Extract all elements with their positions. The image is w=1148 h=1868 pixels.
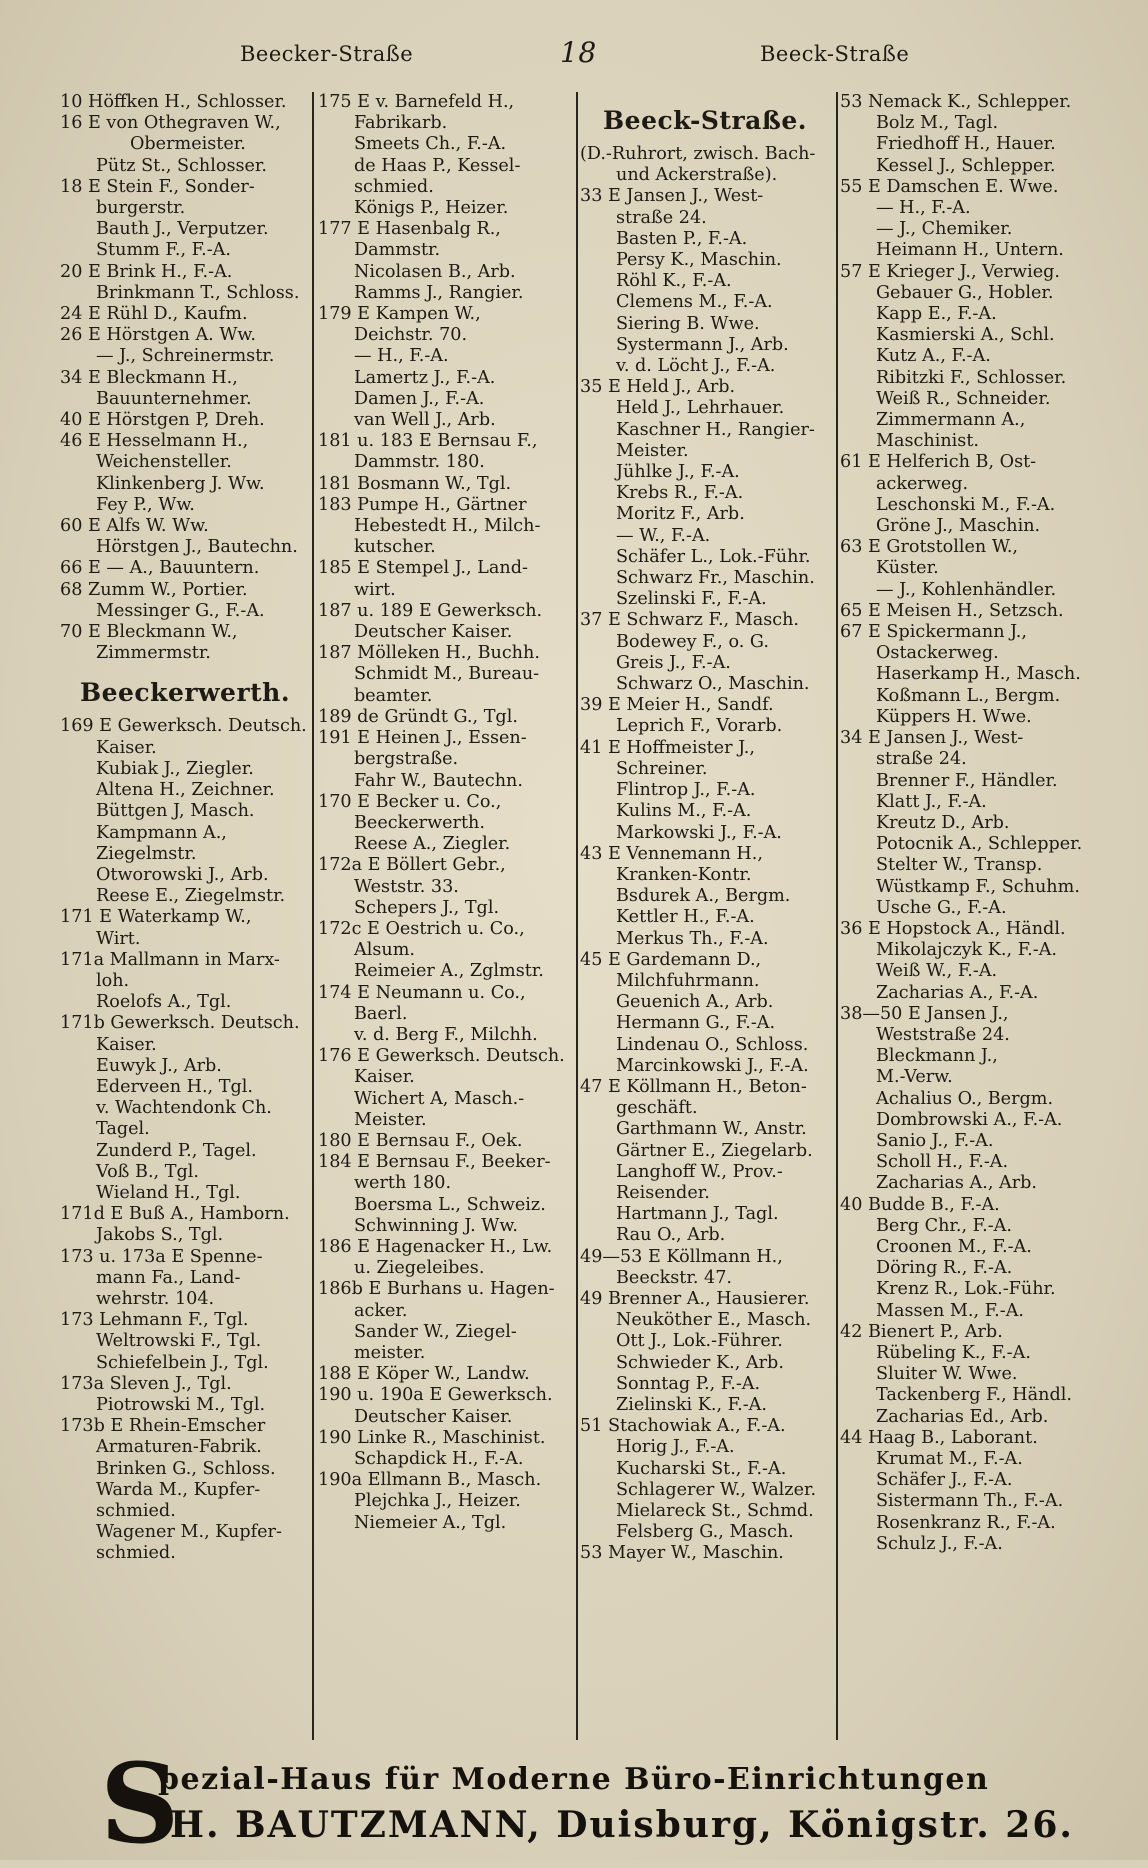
directory-entry: meister. [354, 1342, 426, 1363]
directory-entry: Klinkenberg J. Ww. [96, 473, 265, 494]
directory-entry: Tackenberg F., Händl. [876, 1385, 1072, 1406]
directory-entry: Lamertz J., F.-A. [354, 367, 496, 388]
directory-entry: Armaturen-Fabrik. [96, 1437, 262, 1458]
directory-entry: Szelinski F., F.-A. [616, 589, 767, 610]
directory-entry: Bauth J., Verputzer. [96, 219, 269, 240]
directory-entry: Kaiser. [96, 1034, 157, 1055]
directory-entry: Plejchka J., Heizer. [354, 1491, 521, 1512]
directory-entry: 60 E Alfs W. Ww. [60, 516, 209, 537]
directory-entry: 171 E Waterkamp W., [60, 907, 252, 928]
directory-entry: 43 E Vennemann H., [580, 843, 763, 864]
directory-entry: 171a Mallmann in Marx- [60, 949, 280, 970]
directory-entry: Fabrikarb. [354, 113, 448, 134]
directory-entry: u. Ziegeleibes. [354, 1258, 485, 1279]
directory-entry: und Ackerstraße). [616, 165, 778, 186]
directory-entry: Zielinski K., F.-A. [616, 1394, 767, 1415]
directory-entry: Dombrowski A., F.-A. [876, 1109, 1063, 1130]
directory-entry: 37 E Schwarz F., Masch. [580, 610, 800, 631]
directory-entry: 180 E Bernsau F., Oek. [318, 1130, 523, 1151]
directory-entry: Ederveen H., Tgl. [96, 1076, 253, 1097]
directory-entry: Weiß W., F.-A. [876, 961, 998, 982]
directory-entry: Boersma L., Schweiz. [354, 1194, 546, 1215]
directory-entry: Garthmann W., Anstr. [616, 1119, 807, 1140]
directory-entry: 67 E Spickermann J., [840, 622, 1027, 643]
directory-entry: Sluiter W. Wwe. [876, 1364, 1018, 1385]
directory-entry: Neuköther E., Masch. [616, 1310, 812, 1331]
directory-entry: Weststr. 33. [354, 876, 459, 897]
directory-entry: Lindenau O., Schloss. [616, 1034, 809, 1055]
directory-entry: Schmidt M., Bureau- [354, 664, 540, 685]
directory-entry: Hebestedt H., Milch- [354, 516, 541, 537]
directory-entry: 70 E Bleckmann W., [60, 622, 238, 643]
directory-entry: Geuenich A., Arb. [616, 992, 774, 1013]
directory-entry: 191 E Heinen J., Essen- [318, 728, 527, 749]
directory-entry: Sistermann Th., F.-A. [876, 1491, 1064, 1512]
directory-entry: Schepers J., Tgl. [354, 897, 500, 918]
directory-entry: 45 E Gardemann D., [580, 949, 762, 970]
directory-entry: Sanio J., F.-A. [876, 1130, 994, 1151]
directory-entry: 40 E Hörstgen P, Dreh. [60, 410, 265, 431]
directory-entry: 10 Höffken H., Schlosser. [60, 92, 287, 112]
directory-entry: Nicolasen B., Arb. [354, 261, 516, 282]
directory-entry: Reimeier A., Zglmstr. [354, 961, 544, 982]
directory-entry: Schwieder K., Arb. [616, 1352, 784, 1373]
directory-entry: Croonen M., F.-A. [876, 1236, 1032, 1257]
directory-entry: Bsdurek A., Bergm. [616, 886, 791, 907]
directory-entry: 53 Mayer W., Maschin. [580, 1543, 784, 1564]
directory-entry: Küppers H. Wwe. [876, 706, 1032, 727]
directory-entry: Smeets Ch., F.-A. [354, 134, 507, 155]
directory-entry: Mielareck St., Schmd. [616, 1501, 814, 1521]
directory-entry: 190 Linke R., Maschinist. [318, 1427, 546, 1448]
directory-entry: Küster. [876, 558, 939, 579]
directory-entry: Potocnik A., Schlepper. [876, 834, 1083, 855]
directory-entry: Sander W., Ziegel- [354, 1321, 517, 1342]
directory-entry: Ostackerweg. [876, 643, 999, 664]
directory-entry: Zimmermstr. [96, 643, 211, 664]
directory-entry: Baerl. [354, 1003, 408, 1024]
directory-entry: Zunderd P., Tagel. [96, 1140, 257, 1161]
section-heading: Beeck-Straße. [603, 106, 807, 135]
directory-entry: Schwinning J. Ww. [354, 1215, 518, 1236]
directory-entry: 177 E Hasenbalg R., [318, 219, 501, 240]
directory-entry: Scholl H., F.-A. [876, 1152, 1009, 1173]
directory-entry: Warda M., Kupfer- [96, 1479, 261, 1500]
directory-entry: Stelter W., Transp. [876, 855, 1043, 876]
directory-entry: Brinkmann T., Schloss. [96, 282, 300, 303]
directory-entry: — J., Schreinermstr. [96, 346, 275, 367]
directory-entry: 190 u. 190a E Gewerksch. [318, 1385, 553, 1406]
directory-entry: Brinken G., Schloss. [96, 1458, 276, 1479]
directory-entry: Heimann H., Untern. [876, 240, 1064, 261]
directory-entry: Milchfuhrmann. [616, 970, 760, 991]
directory-entry: Tagel. [96, 1119, 150, 1140]
directory-entry: 44 Haag B., Laborant. [840, 1427, 1038, 1448]
directory-entry: Gebauer G., Hobler. [876, 282, 1054, 303]
directory-entry: kutscher. [354, 537, 436, 558]
directory-entry: Kapp E., F.-A. [876, 304, 997, 325]
directory-entry: Kranken-Kontr. [616, 864, 752, 885]
directory-entry: 183 Pumpe H., Gärtner [318, 494, 527, 515]
directory-entry: Sonntag P., F.-A. [616, 1373, 761, 1394]
directory-entry: Markowski J., F.-A. [616, 822, 782, 843]
directory-entry: Langhoff W., Prov.- [616, 1161, 783, 1182]
directory-entry: Beeckerwerth. [354, 812, 485, 833]
directory-entry: 172a E Böllert Gebr., [318, 855, 506, 876]
directory-entry: 184 E Bernsau F., Beeker- [318, 1152, 551, 1173]
directory-entry: Königs P., Heizer. [354, 198, 509, 219]
directory-entry: straße 24. [616, 207, 707, 228]
directory-entry: 176 E Gewerksch. Deutsch. [318, 1046, 565, 1067]
directory-entry: werth 180. [354, 1173, 452, 1194]
directory-entry: Dammstr. [354, 240, 441, 261]
section-heading: Beeckerwerth. [79, 678, 291, 708]
directory-entry: 181 u. 183 E Bernsau F., [318, 431, 538, 452]
column-3 [580, 92, 830, 1732]
directory-entry: Reese A., Ziegler. [354, 834, 511, 855]
directory-entry: Kasmierski A., Schl. [876, 325, 1055, 346]
directory-entry: Ramms J., Rangier. [354, 282, 524, 303]
directory-entry: 66 E — A., Bauuntern. [60, 558, 260, 579]
directory-entry: 36 E Hopstock A., Händl. [840, 918, 1066, 939]
directory-entry: Systermann J., Arb. [616, 334, 789, 355]
directory-entry: 34 E Bleckmann H., [60, 367, 238, 388]
directory-entry: Deichstr. 70. [354, 325, 468, 346]
directory-entry: 49 Brenner A., Hausierer. [580, 1288, 810, 1309]
ad-line-1: pezial-Haus für Moderne Büro-Einrichtungen [158, 1762, 990, 1797]
directory-entry: 42 Bienert P., Arb. [840, 1321, 1003, 1342]
directory-entry: Meister. [616, 440, 689, 461]
directory-entry: 55 E Damschen E. Wwe. [840, 176, 1059, 197]
directory-entry: 63 E Grotstollen W., [840, 537, 1019, 558]
directory-entry: Leschonski M., F.-A. [876, 494, 1056, 515]
directory-entry: Kettler H., F.-A. [616, 907, 755, 928]
directory-entry: Ziegelmstr. [96, 843, 197, 864]
directory-entry: straße 24. [876, 749, 967, 770]
directory-entry: Fahr W., Bautechn. [354, 770, 523, 791]
column-divider [312, 92, 314, 1740]
directory-entry: Kaiser. [354, 1067, 415, 1088]
directory-entry: Krumat M., F.-A. [876, 1449, 1023, 1469]
directory-entry: 173a Sleven J., Tgl. [60, 1373, 232, 1394]
directory-entry: Altena H., Zeichner. [96, 780, 275, 801]
directory-entry: 189 de Gründt G., Tgl. [318, 706, 518, 727]
directory-entry: Wichert A, Masch.- [354, 1088, 525, 1109]
directory-entry: Krenz R., Lok.-Führ. [876, 1279, 1056, 1300]
directory-entry: 68 Zumm W., Portier. [60, 579, 248, 600]
directory-entry: 169 E Gewerksch. Deutsch. [60, 716, 307, 737]
directory-entry: Usche G., F.-A. [876, 897, 1007, 918]
directory-entry: — J., Chemiker. [876, 219, 1013, 240]
directory-entry: Rau O., Arb. [616, 1225, 726, 1246]
directory-entry: Schäfer L., Lok.-Führ. [616, 546, 811, 567]
directory-entry: 39 E Meier H., Sandf. [580, 695, 774, 716]
directory-entry: Maschinist. [876, 431, 979, 452]
directory-entry: (D.-Ruhrort, zwisch. Bach- [580, 144, 816, 164]
directory-entry: 40 Budde B., F.-A. [840, 1194, 1000, 1215]
directory-entry: Weltrowski F., Tgl. [96, 1331, 262, 1352]
directory-entry: Held J., Lehrhauer. [616, 398, 785, 419]
directory-entry: Schulz J., F.-A. [876, 1533, 1003, 1554]
directory-entry: 186b E Burhans u. Hagen- [318, 1279, 555, 1300]
directory-entry: 173 Lehmann F., Tgl. [60, 1310, 249, 1331]
page-number: 18 [560, 36, 597, 69]
directory-entry: Stumm F., F.-A. [96, 240, 231, 261]
directory-entry: 172c E Oestrich u. Co., [318, 918, 525, 939]
directory-entry: Gärtner E., Ziegelarb. [616, 1140, 813, 1161]
directory-entry: Ribitzki F., Schlosser. [876, 367, 1067, 388]
directory-entry: 187 u. 189 E Gewerksch. [318, 600, 543, 621]
directory-entry: Leprich F., Vorarb. [616, 716, 783, 737]
directory-entry: Weststraße 24. [876, 1024, 1010, 1045]
directory-entry: Schäfer J., F.-A. [876, 1470, 1013, 1491]
directory-entry: 173b E Rhein-Emscher [60, 1416, 266, 1437]
directory-entry: Bolz M., Tagl. [876, 113, 999, 134]
directory-entry: Wieland H., Tgl. [96, 1182, 241, 1203]
directory-entry: Zacharias Ed., Arb. [876, 1406, 1049, 1427]
directory-entry: Beeckstr. 47. [616, 1267, 733, 1288]
directory-entry: Obermeister. [130, 134, 246, 155]
directory-entry: 187 Mölleken H., Buchh. [318, 643, 540, 664]
directory-entry: 34 E Jansen J., West- [840, 728, 1024, 749]
directory-entry: 175 E v. Barnefeld H., [318, 92, 515, 112]
directory-entry: Kucharski St., F.-A. [616, 1458, 787, 1479]
directory-entry: Röhl K., F.-A. [616, 271, 732, 292]
directory-entry: Schwarz Fr., Maschin. [616, 568, 815, 589]
directory-entry: 171b Gewerksch. Deutsch. [60, 1013, 300, 1034]
directory-entry: Jühlke J., F.-A. [616, 462, 740, 483]
directory-entry: 46 E Hesselmann H., [60, 431, 249, 452]
directory-entry: schmied. [96, 1501, 176, 1521]
directory-entry: Persy K., Maschin. [616, 250, 782, 271]
directory-entry: 41 E Hoffmeister J., [580, 737, 755, 758]
directory-entry: Reese E., Ziegelmstr. [96, 886, 286, 907]
directory-entry: 18 E Stein F., Sonder- [60, 176, 255, 197]
directory-entry: Rosenkranz R., F.-A. [876, 1512, 1056, 1533]
directory-entry: Alsum. [354, 940, 415, 961]
directory-entry: Gröne J., Maschin. [876, 516, 1041, 537]
directory-entry: v. d. Berg F., Milchh. [354, 1024, 538, 1045]
directory-entry: Schreiner. [616, 758, 708, 779]
directory-entry: Schiefelbein J., Tgl. [96, 1352, 269, 1373]
directory-entry: Bauunternehmer. [96, 388, 252, 409]
directory-entry: 51 Stachowiak A., F.-A. [580, 1416, 786, 1437]
directory-entry: Greis J., F.-A. [616, 652, 731, 673]
directory-entry: 61 E Helferich B, Ost- [840, 452, 1037, 473]
directory-entry: burgerstr. [96, 198, 186, 219]
directory-entry: 35 E Held J., Arb. [580, 377, 736, 398]
directory-entry: — W., F.-A. [616, 525, 711, 546]
directory-entry: Achalius O., Bergm. [876, 1088, 1054, 1109]
directory-entry: 174 E Neumann u. Co., [318, 982, 526, 1003]
directory-entry: Meister. [354, 1109, 427, 1130]
directory-entry: Zacharias A., Arb. [876, 1173, 1037, 1194]
directory-entry: Massen M., F.-A. [876, 1300, 1024, 1321]
directory-entry: Wüstkamp F., Schuhm. [876, 876, 1080, 897]
header-right-street: Beeck-Straße [760, 42, 910, 66]
directory-entry: Voß B., Tgl. [96, 1161, 199, 1182]
directory-entry: Ott J., Lok.-Führer. [616, 1331, 783, 1352]
directory-entry: wehrstr. 104. [96, 1288, 215, 1309]
directory-entry: 188 E Köper W., Landw. [318, 1364, 530, 1385]
directory-entry: ackerweg. [876, 473, 969, 494]
directory-entry: Kaiser. [96, 737, 157, 758]
directory-entry: Rübeling K., F.-A. [876, 1342, 1031, 1363]
directory-entry: Brenner F., Händler. [876, 770, 1058, 791]
directory-entry: Wirt. [96, 928, 141, 949]
directory-entry: bergstraße. [354, 749, 459, 770]
directory-entry: v. d. Löcht J., F.-A. [616, 356, 776, 377]
directory-entry: mann Fa., Land- [96, 1267, 241, 1288]
directory-entry: Horig J., F.-A. [616, 1437, 735, 1458]
directory-entry: Bodewey F., o. G. [616, 631, 769, 652]
directory-entry: Roelofs A., Tgl. [96, 992, 232, 1013]
directory-entry: 38—50 E Jansen J., [840, 1003, 1009, 1024]
directory-entry: Dammstr. 180. [354, 452, 485, 473]
directory-entry: Mikolajczyk K., F.-A. [876, 940, 1058, 961]
directory-entry: — H., F.-A. [354, 346, 449, 367]
directory-entry: geschäft. [616, 1098, 698, 1119]
directory-entry: Damen J., F.-A. [354, 388, 485, 409]
directory-entry: 186 E Hagenacker H., Lw. [318, 1236, 553, 1257]
directory-entry: Pütz St., Schlosser. [96, 155, 267, 176]
directory-entry: Friedhoff H., Hauer. [876, 134, 1056, 155]
directory-entry: Kaschner H., Rangier- [616, 419, 815, 440]
directory-entry: Flintrop J., F.-A. [616, 780, 756, 801]
column-2 [318, 92, 578, 1732]
directory-entry: Deutscher Kaiser. [354, 1406, 513, 1427]
ad-initial: S [100, 1739, 180, 1868]
directory-entry: 185 E Stempel J., Land- [318, 558, 528, 579]
directory-entry: 171d E Buß A., Hamborn. [60, 1204, 290, 1225]
directory-entry: M.-Verw. [876, 1067, 953, 1088]
directory-entry: Klatt J., F.-A. [876, 791, 987, 812]
directory-entry: Hermann G., F.-A. [616, 1013, 776, 1034]
directory-entry: 26 E Hörstgen A. Ww. [60, 325, 256, 346]
directory-entry: van Well J., Arb. [354, 410, 496, 431]
directory-entry: wirt. [354, 579, 396, 600]
header-left-street: Beecker-Straße [240, 42, 414, 66]
directory-entry: schmied. [96, 1543, 176, 1564]
directory-entry: Koßmann L., Bergm. [876, 685, 1061, 706]
directory-entry: de Haas P., Kessel- [354, 155, 521, 176]
directory-entry: Berg Chr., F.-A. [876, 1215, 1012, 1236]
directory-entry: Merkus Th., F.-A. [616, 928, 769, 949]
directory-entry: Schapdick H., F.-A. [354, 1449, 524, 1469]
directory-entry: 173 u. 173a E Spenne- [60, 1246, 263, 1267]
directory-entry: Jakobs S., Tgl. [96, 1225, 224, 1246]
directory-entry: 190a Ellmann B., Masch. [318, 1470, 542, 1491]
directory-entry: Fey P., Ww. [96, 494, 195, 515]
directory-entry: Zacharias A., F.-A. [876, 982, 1039, 1003]
directory-entry: Büttgen J, Masch. [96, 801, 255, 822]
directory-entry: 24 E Rühl D., Kaufm. [60, 304, 248, 325]
directory-entry: Weichensteller. [96, 452, 232, 473]
directory-entry: — J., Kohlenhändler. [876, 579, 1057, 600]
directory-entry: 170 E Becker u. Co., [318, 791, 502, 812]
directory-entry: v. Wachtendonk Ch. [96, 1098, 272, 1119]
directory-entry: 57 E Krieger J., Verwieg. [840, 261, 1061, 282]
directory-entry: loh. [96, 970, 130, 991]
directory-entry: Clemens M., F.-A. [616, 292, 773, 313]
directory-entry: 65 E Meisen H., Setzsch. [840, 600, 1064, 621]
directory-entry: 20 E Brink H., F.-A. [60, 261, 233, 282]
directory-entry: 49—53 E Köllmann H., [580, 1246, 783, 1267]
directory-entry: Kreutz D., Arb. [876, 812, 1010, 833]
directory-entry: schmied. [354, 176, 434, 197]
directory-entry: Schwarz O., Maschin. [616, 674, 810, 695]
directory-entry: Wagener M., Kupfer- [96, 1522, 282, 1543]
directory-entry: Zimmermann A., [876, 410, 1026, 431]
directory-entry: 179 E Kampen W., [318, 304, 481, 325]
directory-entry: Messinger G., F.-A. [96, 600, 265, 621]
directory-entry: Niemeier A., Tgl. [354, 1512, 507, 1533]
directory-entry: Hörstgen J., Bautechn. [96, 537, 298, 558]
directory-entry: Döring R., F.-A. [876, 1258, 1013, 1279]
column-1 [60, 92, 310, 1732]
directory-entry: Kulins M., F.-A. [616, 801, 752, 822]
directory-entry: Felsberg G., Masch. [616, 1522, 794, 1543]
directory-entry: Bleckmann J., [876, 1046, 998, 1067]
directory-entry: 16 E von Othegraven W., [60, 113, 281, 134]
directory-entry: Deutscher Kaiser. [354, 622, 513, 643]
directory-entry: Kutz A., F.-A. [876, 346, 991, 367]
directory-entry: 33 E Jansen J., West- [580, 186, 764, 207]
directory-entry: Weiß R., Schneider. [876, 388, 1051, 409]
directory-entry: Kessel J., Schlepper. [876, 155, 1056, 176]
directory-entry: 181 Bosmann W., Tgl. [318, 473, 512, 494]
directory-entry: Moritz F., Arb. [616, 504, 745, 525]
directory-entry: Kubiak J., Ziegler. [96, 758, 254, 779]
column-divider [836, 92, 838, 1740]
directory-entry: Haserkamp H., Masch. [876, 664, 1081, 685]
directory-entry: Kampmann A., [96, 822, 227, 843]
column-4 [840, 92, 1108, 1732]
directory-entry: 53 Nemack K., Schlepper. [840, 92, 1072, 112]
directory-entry: Hartmann J., Tagl. [616, 1204, 779, 1225]
directory-entry: Marcinkowski J., F.-A. [616, 1055, 809, 1076]
directory-entry: Euwyk J., Arb. [96, 1055, 222, 1076]
directory-entry: Siering B. Wwe. [616, 313, 760, 334]
directory-entry: Krebs R., F.-A. [616, 483, 744, 504]
directory-entry: — H., F.-A. [876, 198, 971, 219]
directory-entry: Otworowski J., Arb. [96, 864, 269, 885]
directory-entry: Piotrowski M., Tgl. [96, 1394, 266, 1415]
directory-entry: 47 E Köllmann H., Beton- [580, 1076, 807, 1097]
directory-entry: Schlagerer W., Walzer. [616, 1479, 817, 1500]
directory-entry: Reisender. [616, 1182, 710, 1203]
directory-entry: acker. [354, 1300, 408, 1321]
directory-entry: Basten P., F.-A. [616, 228, 748, 249]
ad-line-2: H. BAUTZMANN, Duisburg, Königstr. 26. [170, 1804, 1074, 1846]
page-header [60, 36, 1108, 76]
directory-entry: beamter. [354, 685, 433, 706]
